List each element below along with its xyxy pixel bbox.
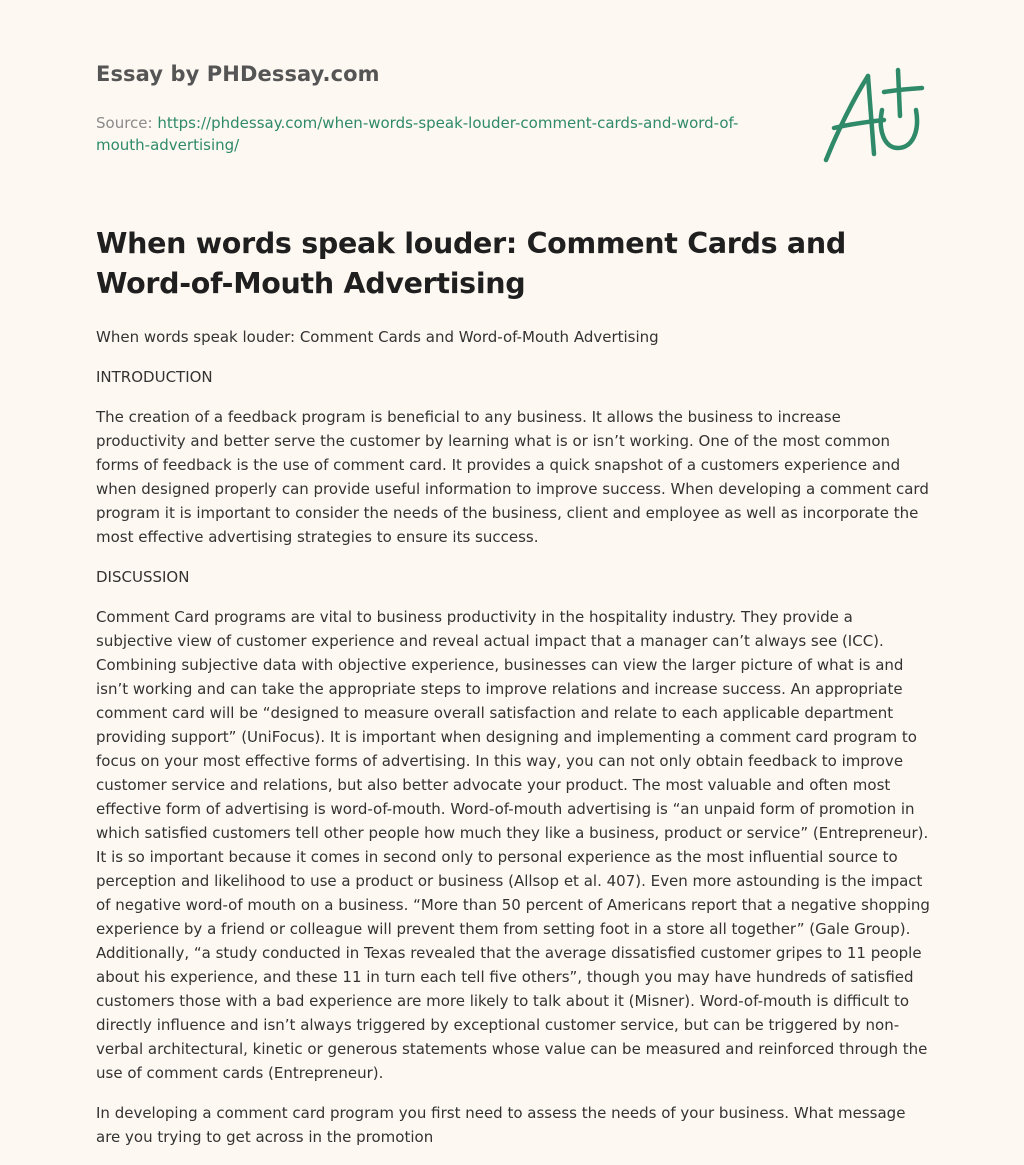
section-heading-discussion: DISCUSSION xyxy=(96,568,190,586)
article-title: When words speak louder: Comment Cards and Word-of-Mouth Advertising xyxy=(96,227,846,300)
article-paragraph: When words speak louder: Comment Cards and Word-of-Mouth Advertising xyxy=(96,328,659,346)
site-brand: Essay by PHDessay.com xyxy=(96,62,380,86)
article-paragraph: In developing a comment card program you first need to assess the needs of your business. What message are you trying to get across in the promotion xyxy=(96,1104,906,1146)
a-plus-grade-icon xyxy=(818,64,930,168)
source-label: Source: xyxy=(96,114,158,132)
article-body xyxy=(96,325,930,1165)
source-link[interactable]: https://phdessay.com/when-words-speak-louder-comment-cards-and-word-of-mouth-advertising/ xyxy=(96,114,739,154)
article-paragraph: Comment Card programs are vital to business productivity in the hospitality industry. They provide a subjective view of customer experience and reveal actual impact that a manager can’t always see (ICC). Combining subjective data with objective experience, businesses can view the larger picture of what is and isn’t working and can take the appropriate steps to improve relations and increase success. An appropriate comment card will be “designed to measure overall satisfaction and relate to each applicable department providing support” (UniFocus). It is important when designing and implementing a comment card program to focus on your most effective forms of advertising. In this way, you can not only obtain feedback to improve customer service and relations, but also better advocate your product. The most valuable and often most effective form of advertising is word-of-mouth. Word-of-mouth advertising is “an unpaid form of promotion in which satisfied customers tell other people how much they like a business, product or service” (Entrepreneur). It is so important because it comes in second only to personal experience as the most influential source to perception and likelihood to use a product or business (Allsop et al. 407). Even more astounding is the impact of negative word-of mouth on a business. “More than 50 percent of Americans report that a negative shopping experience by a friend or colleague will prevent them from setting foot in a store all together” (Gale Group). Additionally, “a study conducted in Texas revealed that the average dissatisfied customer gripes to 11 people about his experience, and these 11 in turn each tell five others”, though you may have hundreds of satisfied customers those with a bad experience are more likely to talk about it (Misner). Word-of-mouth is difficult to directly influence and isn’t always triggered by exceptional customer service, but can be triggered by non-verbal architectural, kinetic or generous statements whose value can be measured and reinforced through the use of comment cards (Entrepreneur). xyxy=(96,608,930,1082)
source-line xyxy=(96,112,776,156)
article-paragraph: The creation of a feedback program is beneficial to any business. It allows the business to increase productivity and better serve the customer by learning what is or isn’t working. One of the most common forms of feedback is the use of comment card. It provides a quick snapshot of a customers experience and when designed properly can provide useful information to improve success. When developing a comment card program it is important to consider the needs of the business, client and employee as well as incorporate the most effective advertising strategies to ensure its success. xyxy=(96,408,929,546)
section-heading-introduction: INTRODUCTION xyxy=(96,368,213,386)
